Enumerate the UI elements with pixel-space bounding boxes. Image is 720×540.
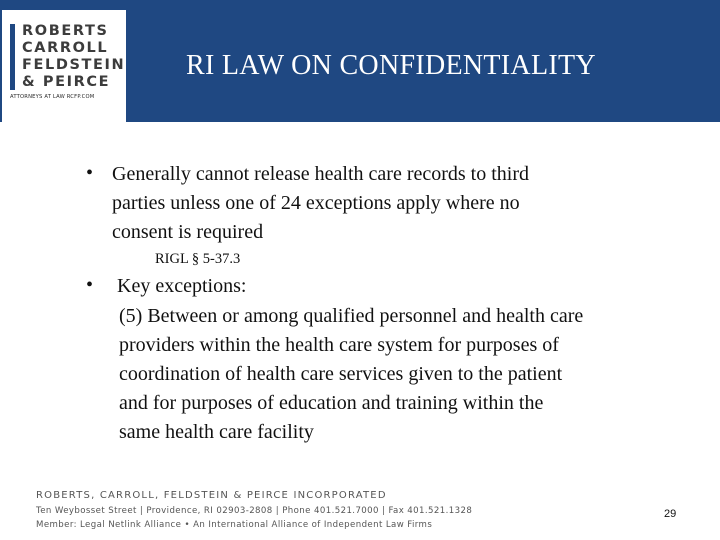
logo-accent-bar xyxy=(10,24,15,90)
bullet-2-line-3: coordination of health care services given to the patient xyxy=(119,363,563,385)
bullet-2-line-5: same health care facility xyxy=(119,421,314,443)
logo-line-2: CARROLL xyxy=(22,40,109,56)
bullet-marker-1: • xyxy=(86,162,94,184)
bullet-2-label: Key exceptions: xyxy=(117,275,247,297)
logo-line-4: & PEIRCE xyxy=(22,74,111,90)
bullet-marker-2: • xyxy=(86,274,94,296)
bullet-2-line-2: providers within the health care system for purposes of xyxy=(119,334,559,356)
logo-line-1: ROBERTS xyxy=(22,23,109,39)
bullet-1-line-1: Generally cannot release health care records to third xyxy=(112,163,530,185)
bullet-2-line-4: and for purposes of education and training within the xyxy=(119,392,544,414)
bullet-1-line-2: parties unless one of 24 exceptions apply where no xyxy=(112,192,520,214)
slide-title: RI LAW ON CONFIDENTIALITY xyxy=(186,50,596,81)
footer-firm-name: ROBERTS, CARROLL, FELDSTEIN & PEIRCE INCORPORATED xyxy=(36,490,387,501)
footer-address: Ten Weybosset Street | Providence, RI 02903-2808 | Phone 401.521.7000 | Fax 401.521.1328 xyxy=(36,506,473,516)
page-number: 29 xyxy=(664,508,677,520)
statute-citation: RIGL § 5-37.3 xyxy=(155,251,241,267)
bullet-1-line-3: consent is required xyxy=(112,221,264,243)
firm-logo xyxy=(2,10,126,122)
bullet-2-line-1: (5) Between or among qualified personnel and health care xyxy=(119,305,584,327)
logo-line-3: FELDSTEIN xyxy=(22,57,126,73)
header-band xyxy=(0,0,720,122)
footer-membership: Member: Legal Netlink Alliance • An International Alliance of Independent Law Firms xyxy=(36,520,433,530)
logo-tagline: ATTORNEYS AT LAW RCFP.COM xyxy=(10,94,95,100)
